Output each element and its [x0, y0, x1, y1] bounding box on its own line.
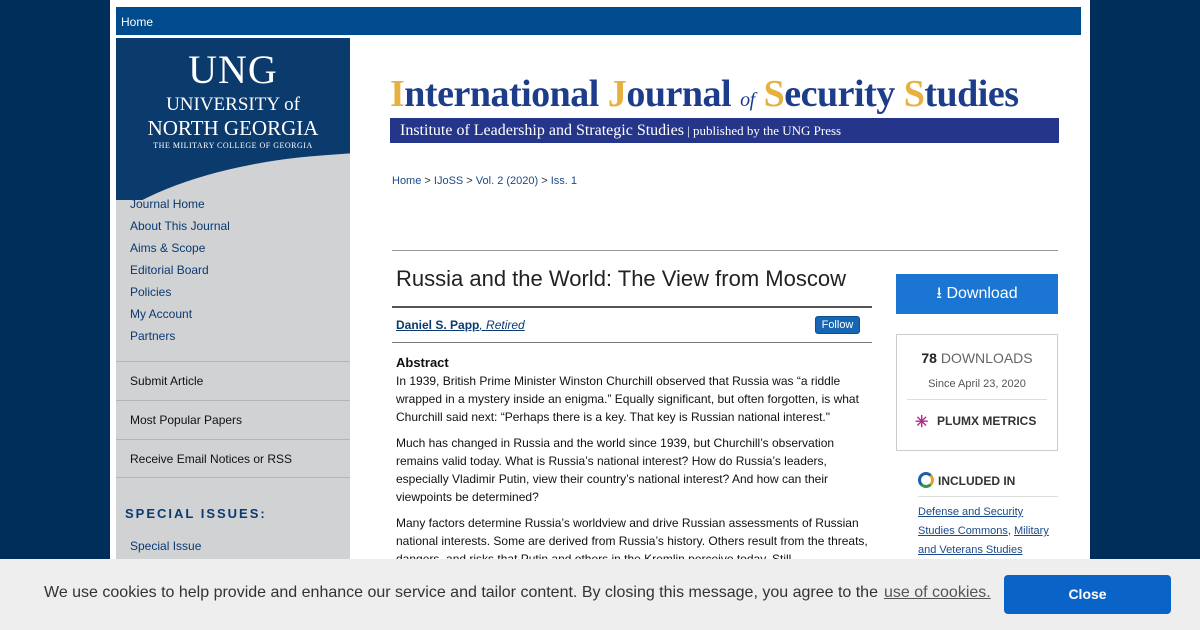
author-line	[396, 318, 525, 332]
downloads-count: 78	[921, 350, 937, 366]
downloads-metrics-box	[896, 334, 1058, 451]
downloads-label: DOWNLOADS	[936, 350, 1033, 366]
abstract-heading: Abstract	[396, 355, 449, 370]
included-in-label: INCLUDED IN	[938, 474, 1016, 488]
commons-link-defense-security[interactable]: Defense and Security Studies Commons	[918, 506, 1024, 537]
cookie-banner	[0, 559, 1200, 630]
downloads-count-line	[897, 350, 1057, 366]
title-part-of: of	[740, 89, 755, 111]
abstract-paragraph: In 1939, British Prime Minister Winston Churchill observed that Russia was “a riddle wrapped in a mystery inside an enigma.” Equally significant, but often forgotten, is what Churchill said next: “Perhaps there is a key. That key is Russian national interest."	[396, 374, 859, 424]
metrics-divider	[907, 399, 1047, 400]
breadcrumb-separator: >	[538, 175, 551, 187]
journal-banner[interactable]	[390, 72, 1059, 144]
author-name-link[interactable]: Daniel S. Papp	[396, 318, 480, 332]
email-notices-rss-link[interactable]: Receive Email Notices or RSS	[116, 439, 350, 478]
title-part-nternational: nternational	[404, 73, 608, 115]
included-divider	[918, 496, 1058, 497]
breadcrumb-volume[interactable]: Vol. 2 (2020)	[475, 175, 539, 187]
download-label: Download	[946, 285, 1018, 302]
special-issue-link[interactable]: Special Issue	[130, 539, 202, 553]
included-in-icon	[918, 472, 934, 488]
nav-my-account[interactable]: My Account	[130, 307, 193, 321]
cookie-message-text: We use cookies to help provide and enhance our service and tailor content. By closing this message, you agree to the	[44, 584, 878, 601]
plumx-label: PLUMX METRICS	[937, 414, 1037, 428]
sidebar-action-links	[116, 361, 350, 478]
abstract-paragraph: Much has changed in Russia and the world since 1939, but Churchill’s observation remains valid today. What is Russia’s national interest? How do Russia’s leaders, especially Vladimir Putin, view their country’s national interest? And how can their viewpoints be determined?	[396, 436, 835, 504]
logo-text-ung: UNG	[188, 47, 278, 92]
title-part-ecurity: ecurity	[784, 73, 904, 115]
journal-subtitle: Institute of Leadership and Strategic Studies	[400, 122, 684, 139]
submit-article-link[interactable]: Submit Article	[116, 361, 350, 400]
included-in-heading	[918, 472, 1015, 488]
logo-text-university: UNIVERSITY of	[166, 94, 300, 115]
title-part-tudies: tudies	[924, 73, 1019, 115]
journal-title	[390, 72, 1019, 116]
plumx-metrics-link[interactable]	[915, 412, 1036, 432]
nav-aims-scope[interactable]: Aims & Scope	[130, 241, 206, 255]
journal-subtitle-bar	[390, 118, 1059, 143]
downloads-since: Since April 23, 2020	[928, 378, 1026, 390]
logo-text-north-georgia: NORTH GEORGIA	[147, 116, 319, 140]
most-popular-papers-link[interactable]: Most Popular Papers	[116, 400, 350, 439]
nav-partners[interactable]: Partners	[130, 329, 176, 343]
logo-curve-decoration	[116, 143, 350, 200]
breadcrumb-separator: >	[421, 175, 434, 187]
included-separator: ,	[1007, 525, 1014, 537]
cookie-close-button[interactable]: Close	[1004, 575, 1171, 614]
content-divider	[392, 250, 1058, 251]
journal-publisher: | published by the UNG Press	[683, 123, 842, 138]
download-icon: ⭳	[936, 285, 947, 302]
commons-link-military-veterans[interactable]: Military and Veterans Studies	[918, 525, 1049, 556]
cookie-policy-link[interactable]: use of cookies.	[883, 584, 991, 601]
article-title: Russia and the World: The View from Moscow	[396, 266, 846, 291]
nav-journal-home[interactable]: Journal Home	[130, 197, 205, 211]
logo-text-tagline: THE MILITARY COLLEGE OF GEORGIA	[153, 141, 313, 150]
title-initial-s2: S	[903, 73, 925, 115]
title-divider	[392, 306, 872, 308]
included-in-links	[918, 503, 1058, 560]
follow-author-button[interactable]: Follow	[815, 316, 860, 334]
title-initial-s1: S	[754, 73, 785, 115]
nav-policies[interactable]: Policies	[130, 285, 172, 299]
download-button[interactable]	[896, 274, 1058, 314]
nav-about-journal[interactable]: About This Journal	[130, 219, 230, 233]
page-container	[110, 0, 1090, 630]
breadcrumb-home[interactable]: Home	[392, 175, 422, 187]
abstract-paragraph: Many factors determine Russia’s worldview and drive Russian assessments of Russian national interests. Some are derived from Russia’s history. Others result from the threats,	[396, 516, 868, 548]
author-affiliation[interactable]: , Retired	[479, 318, 525, 332]
title-part-ournal: ournal	[626, 73, 741, 115]
sidebar	[116, 38, 350, 630]
breadcrumb-separator: >	[463, 175, 476, 187]
special-issues-heading: SPECIAL ISSUES:	[125, 506, 267, 521]
nav-editorial-board[interactable]: Editorial Board	[130, 263, 209, 277]
breadcrumb	[392, 175, 577, 187]
journal-nav-list	[130, 195, 230, 349]
top-nav-home-link[interactable]: Home	[121, 15, 154, 29]
breadcrumb-ijoss[interactable]: IJoSS	[433, 175, 464, 187]
breadcrumb-issue[interactable]: Iss. 1	[550, 175, 578, 187]
plumx-icon: ✳	[915, 414, 929, 431]
cookie-message	[44, 584, 991, 602]
university-logo[interactable]	[116, 38, 350, 200]
author-divider	[392, 342, 872, 343]
title-initial-i: I	[390, 73, 405, 115]
top-nav-bar	[116, 7, 1081, 35]
title-initial-j: J	[607, 73, 627, 115]
